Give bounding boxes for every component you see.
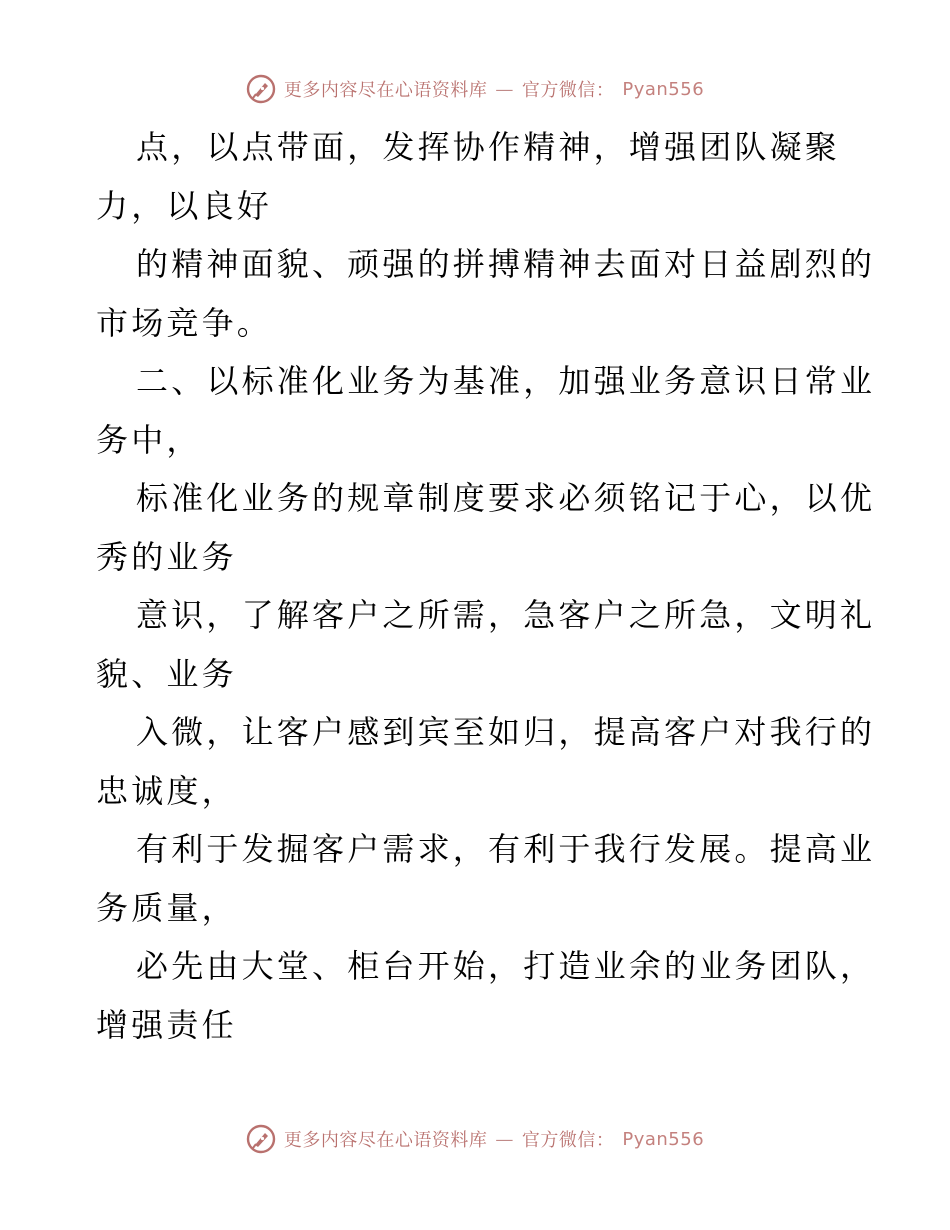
text-line: 增强责任 [96, 1005, 237, 1044]
text-line: 二、以标准化业务为基准，加强业务意识日常业 [136, 362, 876, 400]
footer-watermark [0, 1122, 950, 1156]
watermark-separator: — [495, 78, 514, 100]
text-line: 秀的业务 [96, 537, 237, 576]
watermark-text: 更多内容尽在心语资料库 [283, 1130, 488, 1151]
watermark-contact-label: 官方微信： [521, 80, 615, 101]
text-line: 必先由大堂、柜台开始，打造业余的业务团队， [136, 947, 876, 985]
text-line: 标准化业务的规章制度要求必须铭记于心，以优 [136, 479, 876, 517]
text-line: 市场竞争。 [96, 303, 273, 342]
text-line: 意识，了解客户之所需，急客户之所急，文明礼 [136, 596, 876, 634]
watermark-contact-label: 官方微信： [521, 1130, 615, 1151]
text-line: 力，以良好 [96, 186, 273, 225]
document-body [96, 118, 876, 1054]
text-line: 务质量， [96, 888, 237, 927]
header-watermark [0, 72, 950, 106]
watermark-wechat-id: Pyan556 [622, 78, 705, 100]
text-line: 点，以点带面，发挥协作精神，增强团队凝聚 [136, 128, 841, 166]
watermark-wechat-id: Pyan556 [622, 1128, 705, 1150]
text-line: 忠诚度， [96, 771, 237, 810]
text-line: 务中， [96, 420, 202, 459]
text-line: 入微，让客户感到宾至如归，提高客户对我行的 [136, 713, 876, 751]
pen-nib-logo-icon [246, 74, 276, 104]
text-line: 的精神面貌、顽强的拼搏精神去面对日益剧烈的 [136, 245, 876, 283]
watermark-separator: — [495, 1128, 514, 1150]
watermark-text: 更多内容尽在心语资料库 [283, 80, 488, 101]
text-line: 有利于发掘客户需求，有利于我行发展。提高业 [136, 830, 876, 868]
text-line: 貌、业务 [96, 654, 237, 693]
pen-nib-logo-icon [246, 1124, 276, 1154]
